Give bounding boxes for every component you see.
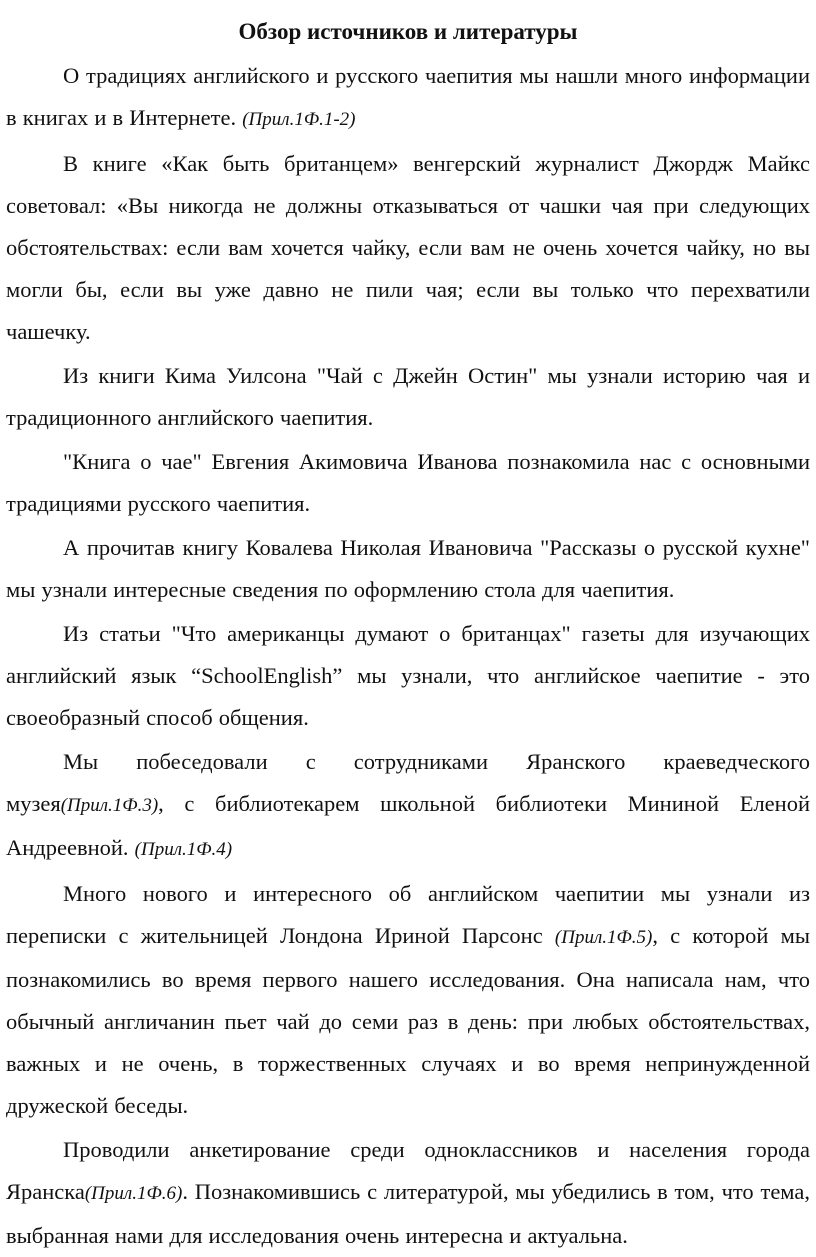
paragraph-text: , с библиотекарем школьной библиотеки Мининой Еленой Андреевной. bbox=[6, 791, 810, 860]
paragraph-text: Проводили анкетирование среди одноклассников и населения города Яранска bbox=[6, 1137, 810, 1204]
paragraph-survey bbox=[6, 1129, 810, 1257]
appendix-reference: (Прил.1Ф.4) bbox=[134, 839, 233, 860]
paragraph-kovalev-book bbox=[6, 527, 810, 611]
paragraph-newspaper-article bbox=[6, 613, 810, 739]
appendix-reference: (Прил.1Ф.6) bbox=[84, 1183, 183, 1204]
paragraph-sources-overview bbox=[6, 55, 810, 141]
appendix-reference: (Прил.1Ф.1-2) bbox=[242, 109, 356, 130]
paragraph-text: . Познакомившись с литературой, мы убедились в том, что тема, выбранная нами для исследования очень интересна и актуальна. bbox=[6, 1179, 810, 1248]
paragraph-text: Из книги Кима Уилсона "Чай с Джейн Остин" мы узнали историю чая и традиционного английского чаепития. bbox=[6, 363, 810, 430]
paragraph-text: О традициях английского и русского чаепития мы нашли много информации в книгах и в Интернете. bbox=[6, 63, 810, 130]
appendix-reference: (Прил.1Ф.5) bbox=[554, 927, 653, 948]
paragraph-text: Мы побеседовали с сотрудниками Яранского краеведческого музея bbox=[6, 749, 810, 816]
paragraph-mikes-book bbox=[6, 143, 810, 353]
paragraph-text: "Книга о чае" Евгения Акимовича Иванова познакомила нас с основными традициями русского чаепития. bbox=[6, 449, 810, 516]
paragraph-text: В книге «Как быть британцем» венгерский журналист Джордж Майкс советовал: «Вы никогда не должны отказываться от чашки чая при следующих обстоятельствах: если вам хочется чайку, если вам не очень хочется чайку, но вы могли бы, если вы уже давно не пили чая; если вы только что перехватили чашечку. bbox=[6, 151, 810, 344]
paragraph-london-correspondence bbox=[6, 873, 810, 1127]
paragraph-text: Из статьи "Что американцы думают о британцах" газеты для изучающих английский язык “SchoolEnglish” мы узнали, что английское чаепитие - это своеобразный способ общения. bbox=[6, 621, 810, 730]
paragraph-museum-interview bbox=[6, 741, 810, 871]
paragraph-text: Много нового и интересного об английском чаепитии мы узнали из переписки с жительницей Лондона Ириной Парсонс bbox=[6, 881, 810, 948]
appendix-reference: (Прил.1Ф.3) bbox=[60, 795, 159, 816]
paragraph-text: , с которой мы познакомились во время первого нашего исследования. Она написала нам, что обычный англичанин пьет чай до семи раз в день: при любых обстоятельствах, важных и не очень, в торжественных случаях и во время непринужденной дружеской беседы. bbox=[6, 923, 810, 1118]
paragraph-ivanov-book bbox=[6, 441, 810, 525]
paragraph-text: А прочитав книгу Ковалева Николая Ивановича "Рассказы о русской кухне" мы узнали интересные сведения по оформлению стола для чаепития. bbox=[6, 535, 810, 602]
document-title: Обзор источников и литературы bbox=[238, 19, 578, 44]
paragraph-wilson-book bbox=[6, 355, 810, 439]
